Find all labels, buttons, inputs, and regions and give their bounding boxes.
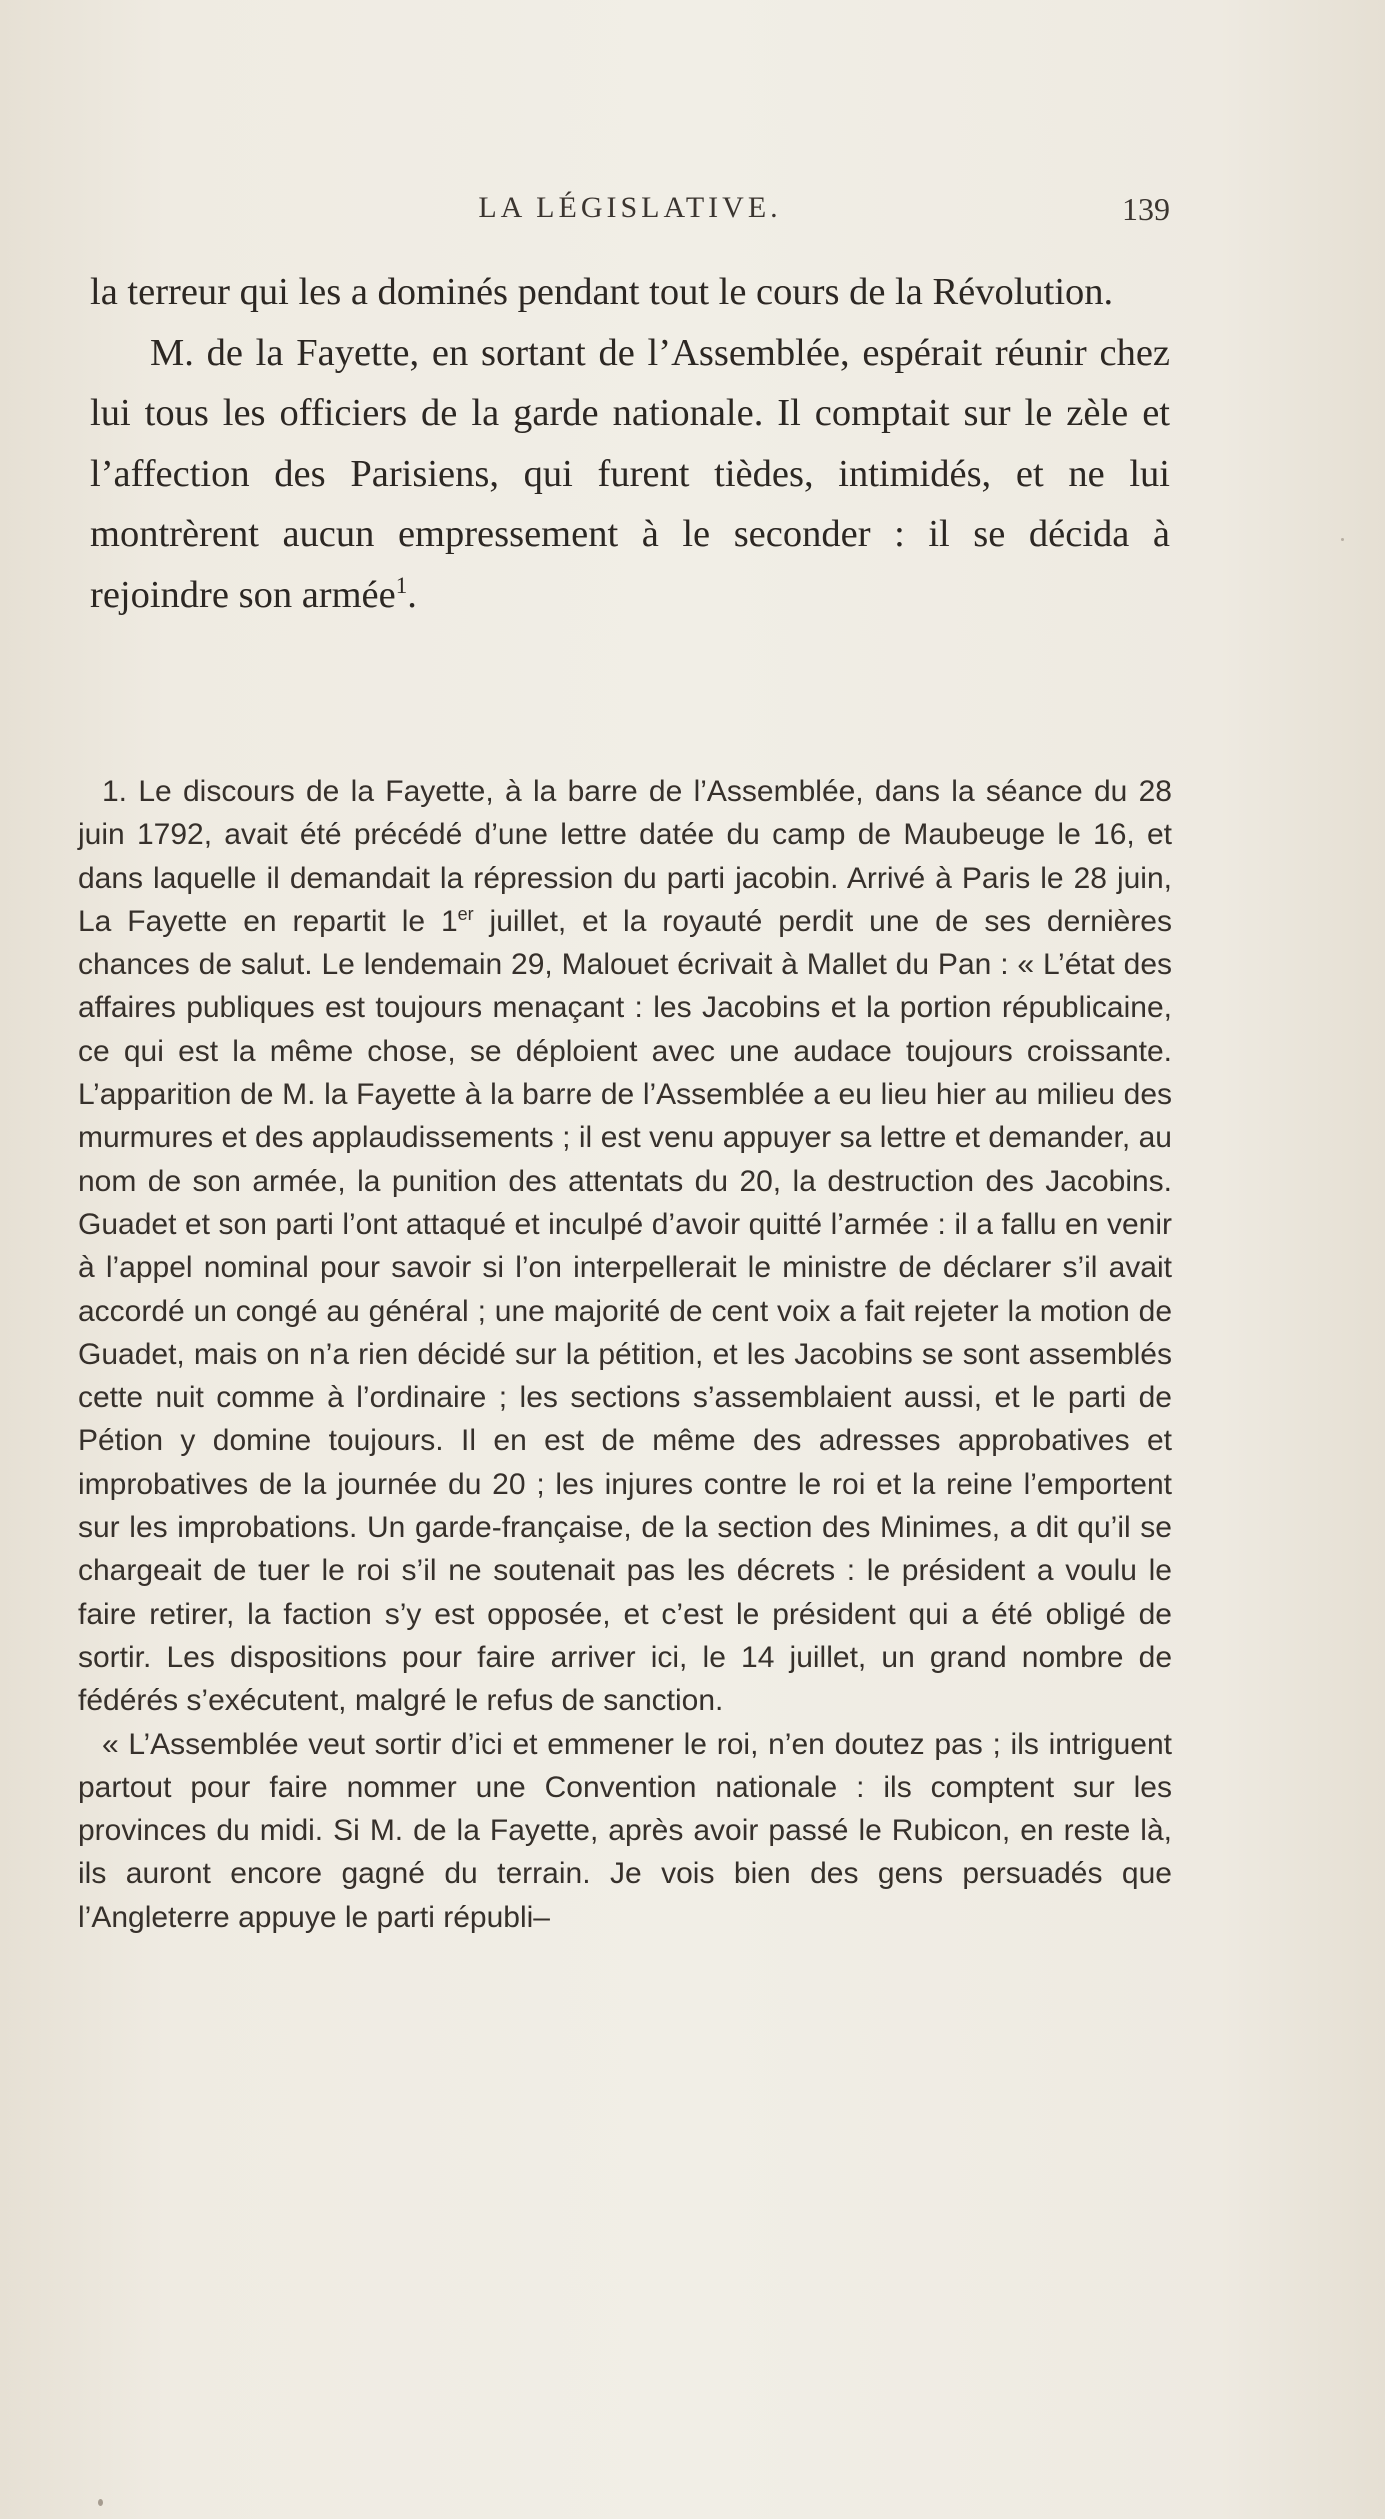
footnote-1-superscript: er: [457, 903, 474, 924]
paragraph-1: la terreur qui les a dominés pendant tout le cours de la Révolution.: [90, 271, 1114, 313]
footnote-1-number: 1.: [102, 775, 128, 808]
main-text: [90, 262, 1170, 625]
running-head: LA LÉGISLATIVE.: [478, 191, 782, 224]
footnote-1-paragraph-2: « L’Assemblée veut sortir d’ici et emmener le roi, n’en doutez pas ; ils intriguent partout pour faire nommer une Convention nationale : ils comptent sur les provinces du midi. Si M. de la Fayette, après avoir passé le Rubicon, en reste là, ils auront encore gagné du terrain. Je vois bien des gens persuadés que l’Angleterre appuye le parti républi–: [78, 1727, 1172, 1934]
page-header: [90, 191, 1170, 241]
footnotes: [78, 770, 1172, 1939]
paragraph-2-end: .: [407, 573, 417, 616]
paragraph-2: [90, 323, 1170, 626]
footnote-1: [78, 770, 1172, 1723]
footnote-reference: 1: [395, 571, 408, 598]
footnote-1-text-b: juillet, et la royauté perdit une de ses dernières chances de salut. Le lendemain 29, Malouet écrivait à Mallet du Pan : « L’état des affaires publiques est toujours menaçant : les Jacobins et la portion républicaine, ce qui est la même chose, se déploient avec une audace toujours croissante. L’apparition de M. la Fayette à la barre de l’Assemblée a eu lieu hier au milieu des murmures et des applaudissements ; il est venu appuyer sa lettre et demander, au nom de son armée, la punition des attentats du 20, la destruction des Jacobins. Guadet et son parti l’ont attaqué et inculpé d’avoir quitté l’armée : il a fallu en venir à l’appel nominal pour savoir si l’on interpellerait le ministre de déclarer s’il avait accordé un congé au général ; une majorité de cent voix a fait rejeter la motion de Guadet, mais on n’a rien décidé sur la pétition, et les Jacobins se sont assemblés cette nuit comme à l’ordinaire ; les sections s’assemblaient aussi, et le parti de Pétion y domine toujours. Il en est de même des adresses approbatives et improbatives de la journée du 20 ; les injures contre le roi et la reine l’emportent sur les improbations. Un garde-française, de la section des Minimes, a dit qu’il se chargeait de tuer le roi s’il ne soutenait pas les décrets : le président a voulu le faire retirer, la faction s’y est opposée, et c’est le président qui a été obligé de sortir. Les dispositions pour faire arriver ici, le 14 juillet, un grand nombre de fédérés s’exécutent, malgré le refus de sanction.: [78, 904, 1172, 1718]
footnote-1-text-a: Le discours de la Fayette, à la barre de l’Assemblée, dans la séance du 28 juin 1792, avait été précédé d’une lettre datée du camp de Maubeuge le 16, et dans laquelle il demandait la répression du parti jacobin. Arrivé à Paris le 28 juin, La Fayette en repartit le 1: [78, 775, 1172, 938]
paragraph-2-text: M. de la Fayette, en sortant de l’Assemblée, espérait réunir chez lui tous les officiers de la garde nationale. Il comptait sur le zèle et l’affection des Parisiens, qui furent tièdes, intimidés, et ne lui montrèrent aucun empressement à le seconder : il se décida à rejoindre son armée: [90, 331, 1170, 616]
page-number: 139: [1122, 191, 1170, 227]
paper-speck: [98, 2499, 103, 2506]
paper-speck-small: [1341, 538, 1344, 541]
